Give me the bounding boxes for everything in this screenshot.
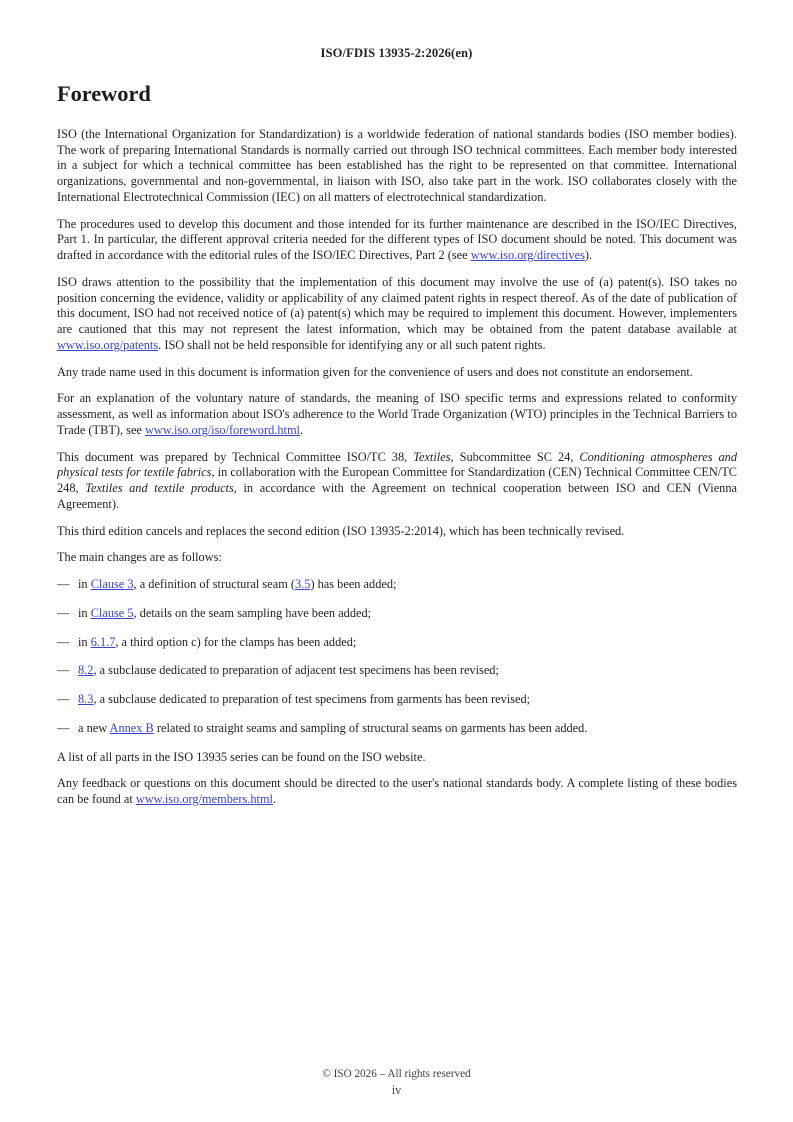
paragraph-procedures-text-after: ). <box>584 248 593 262</box>
tc-italic-conditioning-atmospheres: Conditioning atmospheres and physical tests for textile fabrics <box>57 449 738 480</box>
page-content <box>57 82 737 808</box>
link-iso-foreword[interactable]: www.iso.org/iso/foreword.html <box>145 422 300 437</box>
paragraph-feedback-text-after: . <box>273 792 277 806</box>
paragraph-patents <box>57 275 737 354</box>
list-marker-dash: — <box>57 663 70 678</box>
tc-italic-textiles-and-textile-products: Textiles and textile products, <box>85 481 237 495</box>
list-item-text-before: a new <box>78 720 110 735</box>
list-marker-dash: — <box>57 692 70 706</box>
list-item-text-middle: related to straight seams and sampling of structural seams on garments has been added. <box>153 720 588 735</box>
changes-list <box>57 577 737 737</box>
paragraph-all-parts: A list of all parts in the ISO 13935 series can be found on the ISO website. <box>57 749 426 764</box>
list-item-text-before: in <box>78 634 91 649</box>
footer-copyright: © ISO 2026 – All rights reserved <box>322 1068 471 1080</box>
paragraph-voluntary-nature <box>57 391 737 438</box>
list-marker-dash: — <box>57 605 70 620</box>
footer-page-number: iv <box>391 1083 402 1097</box>
paragraph-feedback <box>57 776 737 808</box>
list-item-text-middle: , a definition of structural seam ( <box>133 577 295 591</box>
tc-text-4: in accordance with the Agreement on technical cooperation between ISO and CEN (Vienna Agreement). <box>57 481 737 511</box>
tc-text-2: , Subcommittee SC 24, <box>450 449 580 464</box>
list-item-text-middle: , a subclause dedicated to preparation of adjacent test specimens has been revised; <box>93 663 499 678</box>
running-head: ISO/FDIS 13935-2:2026(en) <box>320 46 473 60</box>
link-annex-b[interactable]: Annex B <box>109 720 154 735</box>
paragraph-main-changes-lead: The main changes are as follows: <box>57 550 222 565</box>
paragraph-technical-committee <box>57 450 737 513</box>
list-item-text-after: ) has been added; <box>310 577 397 591</box>
tc-italic-textiles: Textiles <box>413 449 451 464</box>
list-item <box>57 663 737 679</box>
paragraph-patents-text-after: . ISO shall not be held responsible for identifying any or all such patent rights. <box>158 337 546 352</box>
link-clause-5[interactable]: Clause 5 <box>90 605 134 620</box>
link-subclause-8-2[interactable]: 8.2 <box>78 663 94 678</box>
paragraph-feedback-text-before: Any feedback or questions on this document should be directed to the user's national standards body. A complete listing of these bodies can be found at <box>57 776 737 806</box>
list-item-text-before: in <box>78 577 91 591</box>
paragraph-iso-federation: ISO (the International Organization for Standardization) is a worldwide federation of national standards bodies (ISO member bodies). The work of preparing International Standards is normally carried out through ISO technical committees. Each member body interested in a subject for which a technical committee has been established has the right to be represented on that committee. International organizations, governmental and non-governmental, in liaison with ISO, also take part in the work. ISO collaborates closely with the International Electrotechnical Commission (IEC) on all matters of electrotechnical standardization. <box>57 126 737 204</box>
paragraph-trade-name: Any trade name used in this document is information given for the convenience of users and does not constitute an endorsement. <box>57 364 693 379</box>
list-item <box>57 721 737 737</box>
list-item-text-before: in <box>78 605 91 620</box>
list-item-text-middle: , a subclause dedicated to preparation of test specimens from garments has been revised; <box>93 692 531 706</box>
link-iso-patents[interactable]: www.iso.org/patents <box>57 337 159 352</box>
list-item-text-middle: , a third option c) for the clamps has been added; <box>115 634 357 649</box>
paragraph-patents-text-before: ISO draws attention to the possibility that the implementation of this document may involve the use of (a) patent(s). ISO takes no position concerning the evidence, validity or applicability of any claimed patent rights in respect thereof. As of the date of publication of this document, ISO had not received notice of (a) patent(s) which may be required to implement this document. However, implementers are cautioned that this may not represent the latest information, which may be obtained from the patent database available at <box>57 274 737 336</box>
list-item <box>57 577 737 593</box>
paragraph-voluntary-text-before: For an explanation of the voluntary nature of standards, the meaning of ISO specific terms and expressions related to conformity assessment, as well as information about ISO's adherence to the World Trade Organization (WTO) principles in the Technical Barriers to Trade (TBT), see <box>57 391 737 437</box>
list-item-text-middle: , details on the seam sampling have been added; <box>133 605 372 620</box>
link-subclause-6-1-7[interactable]: 6.1.7 <box>90 634 116 649</box>
list-item <box>57 606 737 622</box>
list-item <box>57 635 737 651</box>
list-item <box>57 692 737 708</box>
tc-text-3: , in collaboration with the European Committee for Standardization (CEN) Technical Committee CEN/TC 248, <box>57 465 737 495</box>
link-subclause-8-3[interactable]: 8.3 <box>78 692 94 706</box>
paragraph-procedures-text-before: The procedures used to develop this document and those intended for its further maintenance are described in the ISO/IEC Directives, Part 1. In particular, the different approval criteria needed for the different types of ISO document should be noted. This document was drafted in accordance with the editorial rules of the ISO/IEC Directives, Part 2 (see <box>57 216 737 262</box>
link-subclause-3-5[interactable]: 3.5 <box>295 577 311 591</box>
list-marker-dash: — <box>57 720 70 735</box>
paragraph-third-edition: This third edition cancels and replaces the second edition (ISO 13935-2:2014), which has been technically revised. <box>57 523 625 538</box>
paragraph-voluntary-text-after: . <box>299 422 304 437</box>
list-marker-dash: — <box>57 634 70 649</box>
page-title: Foreword <box>57 81 151 106</box>
link-iso-directives[interactable]: www.iso.org/directives <box>470 248 585 262</box>
paragraph-procedures <box>57 217 737 264</box>
link-iso-members[interactable]: www.iso.org/members.html <box>135 792 273 806</box>
link-clause-3[interactable]: Clause 3 <box>90 577 134 591</box>
list-marker-dash: — <box>57 577 70 591</box>
tc-text-1: This document was prepared by Technical Committee ISO/TC 38, <box>57 449 414 464</box>
